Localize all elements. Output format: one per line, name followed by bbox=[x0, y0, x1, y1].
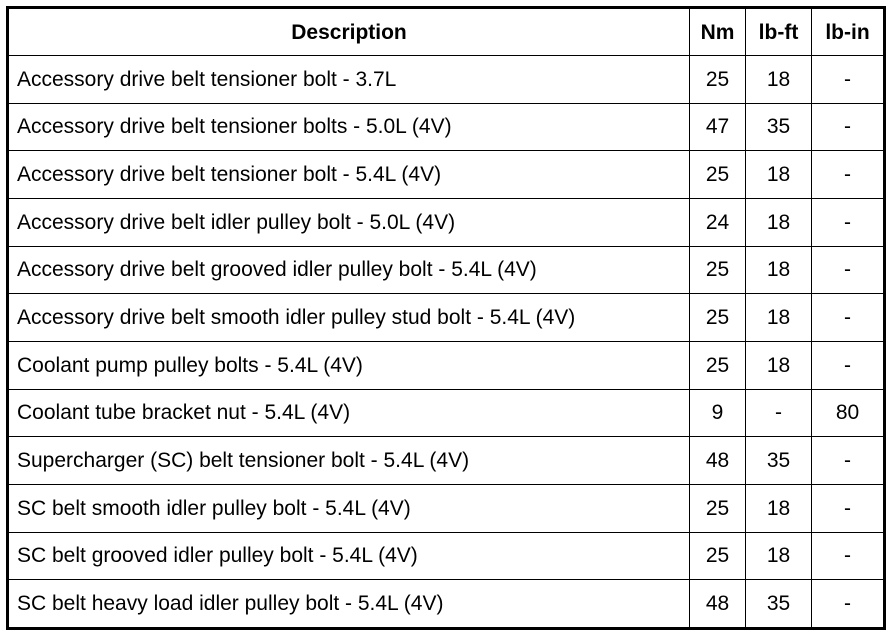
cell-lbin: - bbox=[812, 437, 885, 485]
table-row bbox=[8, 151, 885, 199]
cell-lbft: 18 bbox=[746, 294, 812, 342]
table-row bbox=[8, 103, 885, 151]
cell-lbin: - bbox=[812, 484, 885, 532]
cell-nm: 25 bbox=[690, 341, 746, 389]
table-row bbox=[8, 532, 885, 580]
cell-description: Coolant tube bracket nut - 5.4L (4V) bbox=[8, 389, 690, 437]
table-row bbox=[8, 437, 885, 485]
cell-nm: 25 bbox=[690, 294, 746, 342]
cell-nm: 25 bbox=[690, 246, 746, 294]
header-lbin: lb-in bbox=[812, 8, 885, 56]
cell-lbin: - bbox=[812, 532, 885, 580]
table-row bbox=[8, 246, 885, 294]
cell-lbin: - bbox=[812, 56, 885, 104]
cell-lbft: - bbox=[746, 389, 812, 437]
table-row bbox=[8, 484, 885, 532]
cell-lbft: 35 bbox=[746, 580, 812, 629]
cell-nm: 25 bbox=[690, 532, 746, 580]
cell-lbft: 35 bbox=[746, 437, 812, 485]
torque-spec-table bbox=[6, 6, 886, 630]
cell-description: Supercharger (SC) belt tensioner bolt - 5.4L (4V) bbox=[8, 437, 690, 485]
cell-description: Accessory drive belt tensioner bolt - 5.4L (4V) bbox=[8, 151, 690, 199]
cell-description: SC belt heavy load idler pulley bolt - 5.4L (4V) bbox=[8, 580, 690, 629]
cell-lbin: - bbox=[812, 341, 885, 389]
cell-description: Coolant pump pulley bolts - 5.4L (4V) bbox=[8, 341, 690, 389]
cell-nm: 9 bbox=[690, 389, 746, 437]
cell-nm: 25 bbox=[690, 484, 746, 532]
header-description: Description bbox=[8, 8, 690, 56]
table-row bbox=[8, 294, 885, 342]
cell-nm: 48 bbox=[690, 580, 746, 629]
cell-lbft: 18 bbox=[746, 56, 812, 104]
cell-nm: 48 bbox=[690, 437, 746, 485]
cell-description: Accessory drive belt idler pulley bolt - 5.0L (4V) bbox=[8, 198, 690, 246]
cell-description: Accessory drive belt grooved idler pulley bolt - 5.4L (4V) bbox=[8, 246, 690, 294]
cell-lbin: - bbox=[812, 103, 885, 151]
table-row bbox=[8, 341, 885, 389]
table-row bbox=[8, 56, 885, 104]
cell-lbft: 18 bbox=[746, 484, 812, 532]
cell-nm: 25 bbox=[690, 56, 746, 104]
cell-lbin: - bbox=[812, 294, 885, 342]
cell-lbft: 18 bbox=[746, 151, 812, 199]
header-row bbox=[8, 8, 885, 56]
cell-description: SC belt smooth idler pulley bolt - 5.4L (4V) bbox=[8, 484, 690, 532]
header-lbft: lb-ft bbox=[746, 8, 812, 56]
cell-lbft: 18 bbox=[746, 341, 812, 389]
cell-lbin: - bbox=[812, 580, 885, 629]
cell-nm: 24 bbox=[690, 198, 746, 246]
cell-lbin: - bbox=[812, 198, 885, 246]
table-row bbox=[8, 580, 885, 629]
cell-description: SC belt grooved idler pulley bolt - 5.4L (4V) bbox=[8, 532, 690, 580]
cell-lbft: 18 bbox=[746, 198, 812, 246]
cell-description: Accessory drive belt tensioner bolts - 5.0L (4V) bbox=[8, 103, 690, 151]
cell-lbft: 18 bbox=[746, 532, 812, 580]
cell-nm: 25 bbox=[690, 151, 746, 199]
cell-lbft: 35 bbox=[746, 103, 812, 151]
cell-description: Accessory drive belt tensioner bolt - 3.7L bbox=[8, 56, 690, 104]
table-row bbox=[8, 389, 885, 437]
cell-lbin: - bbox=[812, 151, 885, 199]
cell-lbin: 80 bbox=[812, 389, 885, 437]
header-nm: Nm bbox=[690, 8, 746, 56]
cell-description: Accessory drive belt smooth idler pulley stud bolt - 5.4L (4V) bbox=[8, 294, 690, 342]
cell-lbin: - bbox=[812, 246, 885, 294]
table-row bbox=[8, 198, 885, 246]
cell-lbft: 18 bbox=[746, 246, 812, 294]
cell-nm: 47 bbox=[690, 103, 746, 151]
